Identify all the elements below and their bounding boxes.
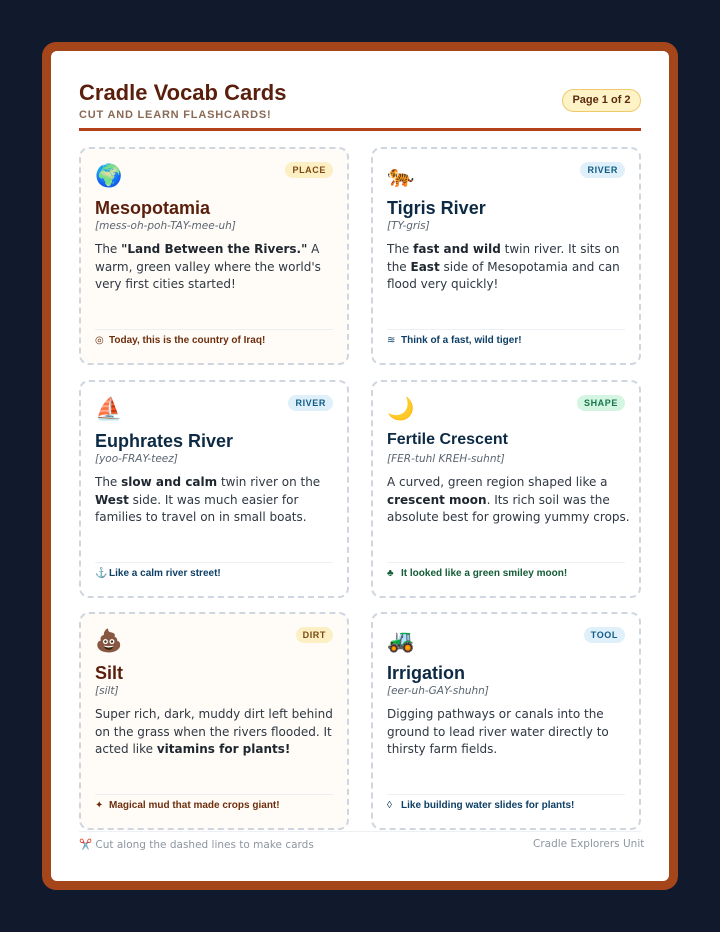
sprout-icon: ♣	[387, 568, 394, 579]
pronunciation: [FER-tuhl KREH-suhnt]	[387, 453, 505, 465]
pronunciation: [yoo-FRAY-teez]	[95, 453, 178, 465]
card-divider	[387, 562, 625, 563]
memory-hint: ♣ It looked like a green smiley moon!	[387, 568, 568, 579]
definition: A curved, green region shaped like a crescent moon. Its rich soil was the absolute best for growing yummy crops.	[387, 475, 630, 524]
pronunciation: [mess-oh-poh-TAY-mee-uh]	[95, 220, 236, 232]
definition: The fast and wild twin river. It sits on the East side of Mesopotamia and can flood very quickly!	[387, 242, 620, 291]
category-tag: RIVER	[288, 395, 333, 411]
tractor-icon: 🚜	[387, 629, 415, 654]
card-divider	[387, 329, 625, 330]
card-divider	[387, 794, 625, 795]
category-tag: SHAPE	[577, 395, 625, 411]
globe-icon: 🌍	[95, 164, 123, 189]
vocab-card-tigris	[371, 147, 641, 365]
vocab-word: Tigris River	[387, 198, 486, 218]
card-divider	[95, 794, 333, 795]
vocab-card-fertile-crescent	[371, 380, 641, 598]
compass-icon: ◎	[95, 335, 104, 346]
page-subtitle: CUT AND LEARN FLASHCARDS!	[79, 109, 272, 121]
vocab-card-mesopotamia	[79, 147, 349, 365]
sparkle-icon: ✦	[95, 800, 104, 811]
pronunciation: [silt]	[95, 685, 119, 697]
vocab-word: Mesopotamia	[95, 198, 211, 218]
definition: Super rich, dark, muddy dirt left behind on the grass when the rivers flooded. It acted like vitamins for plants!	[95, 707, 333, 756]
category-tag: TOOL	[584, 627, 625, 643]
card-divider	[95, 562, 333, 563]
unit-name: Cradle Explorers Unit	[533, 838, 645, 850]
vocab-card-irrigation	[371, 612, 641, 830]
memory-hint: ◎ Today, this is the country of Iraq!	[95, 335, 266, 346]
waves-icon: ≋	[387, 335, 396, 346]
definition: The "Land Between the Rivers." A warm, green valley where the world's very first cities started!	[95, 242, 321, 291]
card-divider	[95, 329, 333, 330]
definition: The slow and calm twin river on the West side. It was much easier for families to travel on in small boats.	[95, 475, 321, 524]
vocab-card-euphrates	[79, 380, 349, 598]
vocab-word: Fertile Crescent	[387, 431, 508, 448]
memory-hint: ≋ Think of a fast, wild tiger!	[387, 335, 522, 346]
header-rule	[79, 128, 641, 131]
page-title: Cradle Vocab Cards	[79, 80, 287, 105]
definition: Digging pathways or canals into the ground to lead river water directly to thirsty farm fields.	[387, 707, 609, 756]
mud-icon: 💩	[95, 629, 123, 654]
sailboat-icon: ⛵	[95, 397, 123, 422]
footer-rule	[79, 831, 641, 832]
category-tag: PLACE	[285, 162, 333, 178]
category-tag: RIVER	[580, 162, 625, 178]
vocab-word: Silt	[95, 663, 124, 683]
tiger-icon: 🐅	[387, 164, 415, 189]
pronunciation: [eer-uh-GAY-shuhn]	[387, 685, 489, 697]
droplet-icon: ◊	[387, 800, 392, 811]
vocab-word: Irrigation	[387, 663, 466, 683]
cut-instructions: ✂️ Cut along the dashed lines to make cards	[79, 839, 314, 851]
crescent-moon-icon: 🌙	[387, 397, 415, 422]
page-number-badge: Page 1 of 2	[562, 89, 641, 112]
anchor-icon: ⚓	[95, 568, 108, 579]
vocab-card-silt	[79, 612, 349, 830]
pronunciation: [TY-gris]	[387, 220, 430, 232]
memory-hint: ◊ Like building water slides for plants!	[387, 800, 575, 811]
memory-hint: ✦ Magical mud that made crops giant!	[95, 800, 280, 811]
vocab-word: Euphrates River	[95, 431, 234, 451]
memory-hint: ⚓ Like a calm river street!	[95, 568, 221, 579]
category-tag: DIRT	[296, 627, 333, 643]
